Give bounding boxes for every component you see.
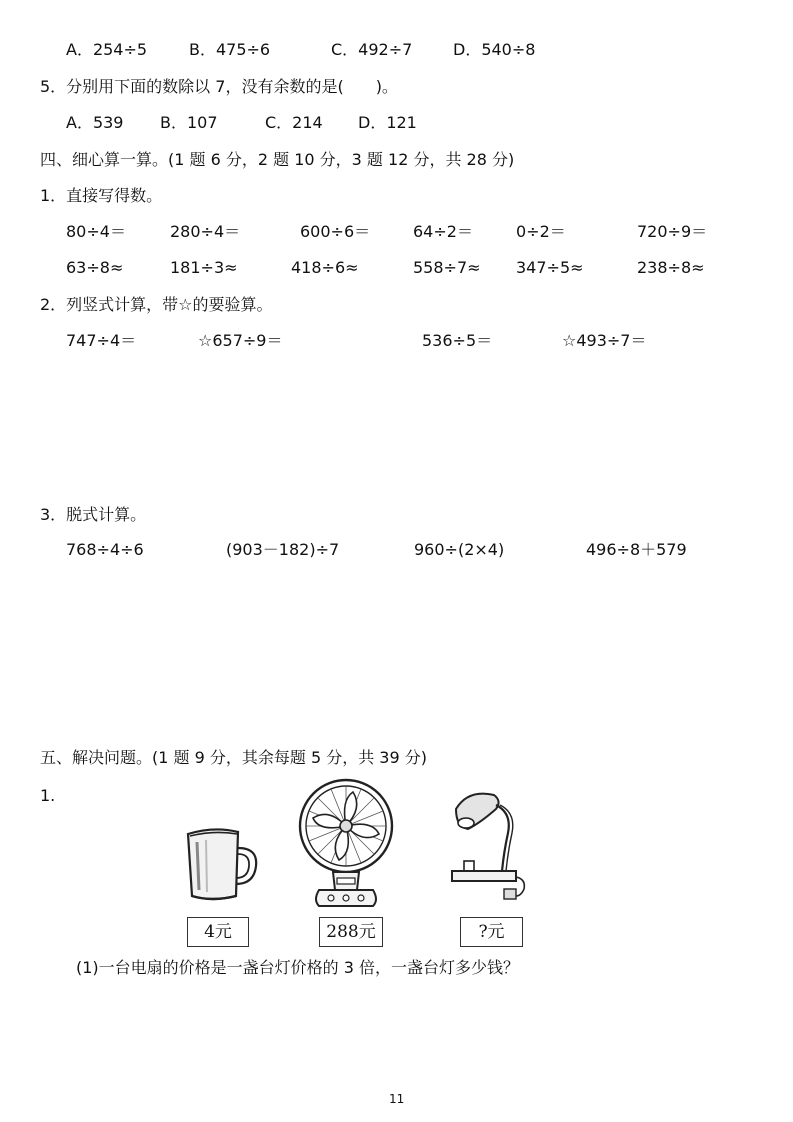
q4-option-b: B．475÷6 [189,40,271,59]
oral-calc-item: 80÷4＝ [66,222,126,241]
section5-title: 五、解决问题。(1 题 9 分，其余每题 5 分，共 39 分) [40,748,427,767]
section4-title: 四、细心算一算。(1 题 6 分，2 题 10 分，3 题 12 分，共 28 分) [40,150,515,169]
section4-part3-title: 3．脱式计算。 [40,505,147,524]
oral-calc-item: 64÷2＝ [413,222,473,241]
q4-option-a: A．254÷5 [66,40,148,59]
lamp-price: ?元 [460,917,523,947]
vertical-calc-item: ☆657÷9＝ [198,331,283,350]
oral-calc-item: 0÷2＝ [516,222,566,241]
page-number: 11 [389,1092,405,1106]
estimate-item: 418÷6≈ [291,258,359,277]
q5-option-b: B．107 [160,113,218,132]
q5-option-d: D．121 [358,113,417,132]
fan-price: 288元 [319,917,383,947]
section4-part2-title: 2．列竖式计算，带☆的要验算。 [40,295,273,314]
estimate-item: 238÷8≈ [637,258,705,277]
oral-calc-item: 720÷9＝ [637,222,708,241]
oral-calc-item: 600÷6＝ [300,222,371,241]
problem1-subquestion1: (1)一台电扇的价格是一盏台灯价格的 3 倍，一盏台灯多少钱？ [76,958,520,977]
stepwise-calc-item: 960÷(2×4) [414,540,505,559]
problem1-label: 1. [40,786,56,805]
estimate-item: 181÷3≈ [170,258,238,277]
q4-option-c: C．492÷7 [331,40,413,59]
fan-illustration [297,778,395,912]
estimate-item: 347÷5≈ [516,258,584,277]
vertical-calc-item: 536÷5＝ [422,331,493,350]
mug-illustration [184,826,260,902]
oral-calc-item: 280÷4＝ [170,222,241,241]
q5-question: 5．分别用下面的数除以 7，没有余数的是( )。 [40,77,398,96]
stepwise-calc-item: (903－182)÷7 [226,540,340,559]
vertical-calc-item: 747÷4＝ [66,331,137,350]
mug-price: 4元 [187,917,249,947]
q5-option-a: A．539 [66,113,124,132]
estimate-item: 63÷8≈ [66,258,124,277]
desk-lamp-illustration [446,789,530,905]
q5-option-c: C．214 [265,113,323,132]
vertical-calc-item: ☆493÷7＝ [562,331,647,350]
estimate-item: 558÷7≈ [413,258,481,277]
section4-part1-title: 1．直接写得数。 [40,186,163,205]
stepwise-calc-item: 496÷8＋579 [586,540,687,559]
stepwise-calc-item: 768÷4÷6 [66,540,144,559]
q4-option-d: D．540÷8 [453,40,536,59]
